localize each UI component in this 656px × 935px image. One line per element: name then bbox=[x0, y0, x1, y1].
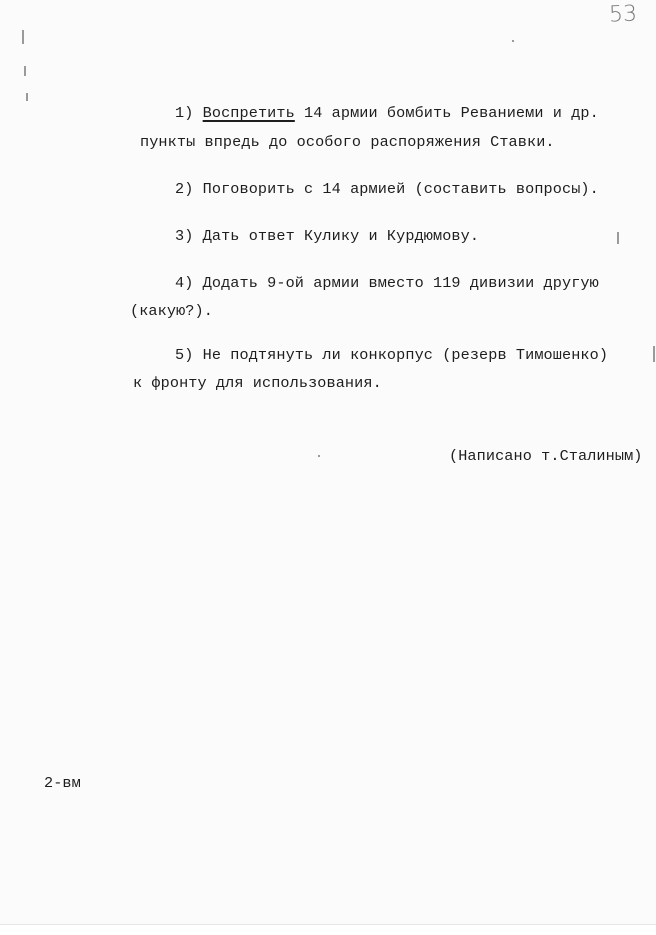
scan-speck bbox=[24, 66, 26, 76]
scan-speck bbox=[512, 40, 514, 42]
item-2-line-1: 2) Поговорить с 14 армией (составить вопросы). bbox=[175, 180, 599, 198]
item-4-line-2: (какую?). bbox=[130, 302, 213, 320]
scan-speck bbox=[26, 93, 28, 101]
scan-speck bbox=[22, 30, 24, 44]
item-1-line-1 bbox=[175, 104, 599, 122]
scan-speck bbox=[617, 232, 619, 244]
item-4-line-1: 4) Додать 9-ой армии вместо 119 дивизии другую bbox=[175, 274, 599, 292]
footer-code: 2-вм bbox=[44, 774, 81, 792]
page-bottom-edge bbox=[0, 924, 656, 935]
authorship-note: (Написано т.Сталиным) bbox=[449, 447, 643, 465]
item-1-rest: 14 армии бомбить Реваниеми и др. bbox=[294, 104, 599, 122]
scan-speck bbox=[318, 455, 320, 457]
item-1-line-2: пункты впредь до особого распоряжения Ставки. bbox=[140, 133, 555, 151]
item-1-underlined-word: Воспретить bbox=[202, 104, 295, 122]
handwritten-page-number: 53 bbox=[608, 1, 638, 28]
item-5-line-2: к фронту для использования. bbox=[133, 374, 382, 392]
item-3-line-1: 3) Дать ответ Кулику и Курдюмову. bbox=[175, 227, 480, 245]
item-5-line-1: 5) Не подтянуть ли конкорпус (резерв Тимошенко) bbox=[175, 346, 609, 364]
scan-speck bbox=[653, 346, 655, 362]
item-1-lead: 1) bbox=[175, 104, 203, 122]
